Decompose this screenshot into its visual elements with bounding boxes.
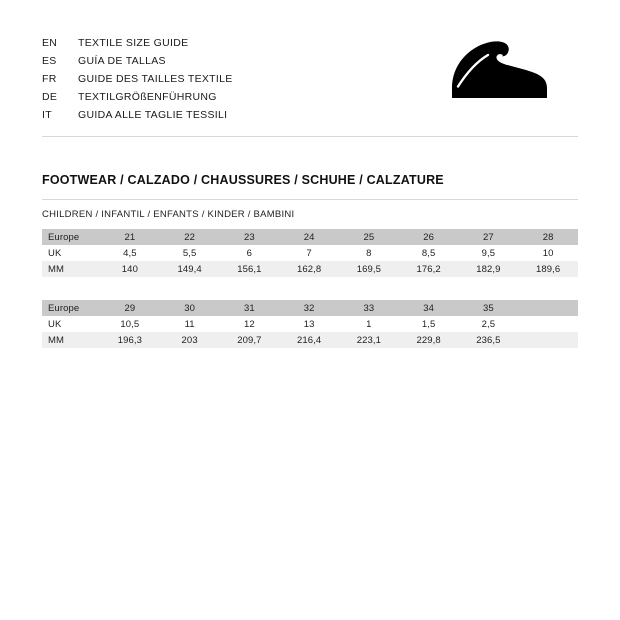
table-cell: 28 (518, 229, 578, 245)
shoe-icon (444, 38, 554, 105)
table-row (42, 332, 578, 348)
table-cell: 229,8 (399, 332, 459, 348)
row-label: UK (42, 316, 100, 332)
size-table-2-wrap (42, 300, 578, 348)
divider-under-title (42, 199, 578, 200)
language-row (42, 106, 233, 124)
table-cell: 35 (459, 300, 519, 316)
table-cell: 216,4 (279, 332, 339, 348)
table-cell: 223,1 (339, 332, 399, 348)
table-cell: 140 (100, 261, 160, 277)
table-cell: 182,9 (459, 261, 519, 277)
row-label: Europe (42, 229, 100, 245)
table-row (42, 316, 578, 332)
row-label: Europe (42, 300, 100, 316)
table-cell: 189,6 (518, 261, 578, 277)
table-cell: 1 (339, 316, 399, 332)
language-row (42, 34, 233, 52)
table-cell: 10 (518, 245, 578, 261)
table-cell: 4,5 (100, 245, 160, 261)
language-row (42, 70, 233, 88)
table-cell: 203 (160, 332, 220, 348)
table-cell-empty (518, 300, 578, 316)
language-code: ES (42, 55, 57, 67)
table-cell: 176,2 (399, 261, 459, 277)
table-cell: 10,5 (100, 316, 160, 332)
table-cell: 8 (339, 245, 399, 261)
size-table-children-small (42, 229, 578, 277)
table-row (42, 229, 578, 245)
table-cell: 5,5 (160, 245, 220, 261)
table-cell: 6 (220, 245, 280, 261)
table-cell: 34 (399, 300, 459, 316)
language-label: GUIDE DES TAILLES TEXTILE (78, 73, 233, 85)
language-list (42, 34, 233, 124)
table-cell: 236,5 (459, 332, 519, 348)
table-cell: 2,5 (459, 316, 519, 332)
table-cell: 149,4 (160, 261, 220, 277)
table-cell: 12 (220, 316, 280, 332)
size-table-1-wrap (42, 229, 578, 277)
table-cell: 7 (279, 245, 339, 261)
language-code: FR (42, 73, 57, 85)
table-cell: 22 (160, 229, 220, 245)
table-cell: 11 (160, 316, 220, 332)
table-cell: 27 (459, 229, 519, 245)
table-cell: 169,5 (339, 261, 399, 277)
section-title: FOOTWEAR / CALZADO / CHAUSSURES / SCHUHE / CALZATURE (42, 173, 444, 187)
language-row (42, 88, 233, 106)
table-cell: 32 (279, 300, 339, 316)
row-label: MM (42, 332, 100, 348)
table-cell: 162,8 (279, 261, 339, 277)
table-row (42, 300, 578, 316)
language-code: EN (42, 37, 58, 49)
language-label: TEXTILE SIZE GUIDE (78, 37, 189, 49)
group-label: CHILDREN / INFANTIL / ENFANTS / KINDER / BAMBINI (42, 209, 295, 220)
language-code: IT (42, 109, 52, 121)
table-cell: 30 (160, 300, 220, 316)
table-cell: 33 (339, 300, 399, 316)
size-table-children-large (42, 300, 578, 348)
table-cell-empty (518, 316, 578, 332)
table-cell: 13 (279, 316, 339, 332)
language-row (42, 52, 233, 70)
table-cell-empty (518, 332, 578, 348)
language-label: GUÍA DE TALLAS (78, 55, 166, 67)
table-cell: 8,5 (399, 245, 459, 261)
table-cell: 24 (279, 229, 339, 245)
table-cell: 23 (220, 229, 280, 245)
header (0, 0, 620, 124)
table-cell: 209,7 (220, 332, 280, 348)
table-spacer (0, 277, 620, 291)
table-cell: 196,3 (100, 332, 160, 348)
table-cell: 25 (339, 229, 399, 245)
row-label: MM (42, 261, 100, 277)
divider-top (42, 136, 578, 137)
table-cell: 31 (220, 300, 280, 316)
row-label: UK (42, 245, 100, 261)
table-cell: 1,5 (399, 316, 459, 332)
table-cell: 9,5 (459, 245, 519, 261)
table-cell: 21 (100, 229, 160, 245)
table-row (42, 261, 578, 277)
language-label: GUIDA ALLE TAGLIE TESSILI (78, 109, 228, 121)
table-cell: 26 (399, 229, 459, 245)
table-cell: 156,1 (220, 261, 280, 277)
table-row (42, 245, 578, 261)
table-cell: 29 (100, 300, 160, 316)
language-code: DE (42, 91, 58, 103)
language-label: TEXTILGRÖßENFÜHRUNG (78, 91, 217, 103)
